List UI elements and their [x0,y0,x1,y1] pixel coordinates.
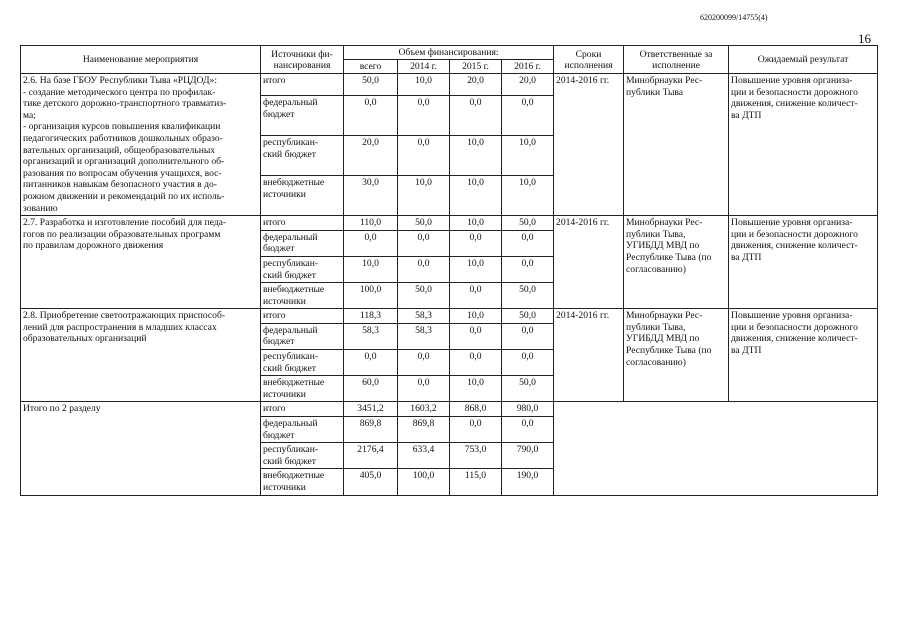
amount-2014: 58,3 [398,323,450,349]
amount-2015: 10,0 [450,309,502,324]
amount-2014: 0,0 [398,350,450,376]
header-2015: 2015 г. [450,60,502,74]
amount-total: 2176,4 [344,443,398,469]
execution-terms: 2014-2016 гг. [554,216,624,309]
expected-result: Повышение уровня организа- ции и безопасности дорожного движения, снижение количест- ва ДТП [729,74,878,216]
amount-2015: 10,0 [450,216,502,231]
header-total: всего [344,60,398,74]
funding-source: республикан- ский бюджет [261,443,344,469]
funding-source: федеральный бюджет [261,96,344,136]
amount-total: 0,0 [344,230,398,256]
funding-source: внебюджетные источники [261,176,344,216]
activity-name: 2.6. На базе ГБОУ Республики Тыва «РЦДОД»: - создание методического центра по профилак- тике детского дорожно-транспортного травматиз- ма; - организация курсов повышения квалификации педагогических работников дошкольных образо- вательных организаций, общеобразовательных организаций и организаций дополнительного об- разования по вопросам обучения учащихся, вос- питанников навыкам безопасного участия в до- рожном движении и рекомендаций по их исполь- зованию [21,74,261,216]
funding-source: внебюджетные источники [261,469,344,495]
funding-source: федеральный бюджет [261,323,344,349]
table-row [21,74,878,96]
amount-2014: 0,0 [398,96,450,136]
activity-name: Итого по 2 разделу [21,402,261,495]
responsible-party: Минобрнауки Рес- публики Тыва, УГИБДД МВД по Республике Тыва (по согласованию) [624,216,729,309]
amount-2016: 50,0 [502,216,554,231]
amount-total: 869,8 [344,417,398,443]
funding-source: республикан- ский бюджет [261,256,344,282]
amount-2015: 10,0 [450,136,502,176]
execution-terms: 2014-2016 гг. [554,309,624,402]
amount-2016: 190,0 [502,469,554,495]
amount-2016: 50,0 [502,376,554,402]
funding-source: итого [261,402,344,417]
amount-2014: 1603,2 [398,402,450,417]
table-body [21,74,878,496]
amount-2014: 50,0 [398,216,450,231]
header-name: Наименование мероприятия [21,46,261,74]
amount-2016: 980,0 [502,402,554,417]
amount-total: 405,0 [344,469,398,495]
amount-total: 100,0 [344,283,398,309]
funding-source: федеральный бюджет [261,230,344,256]
amount-2015: 10,0 [450,176,502,216]
document-code: 620200099/14755(4) [700,13,768,22]
amount-2015: 868,0 [450,402,502,417]
amount-total: 60,0 [344,376,398,402]
funding-source: итого [261,309,344,324]
amount-2015: 0,0 [450,230,502,256]
expected-result: Повышение уровня организа- ции и безопасности дорожного движения, снижение количест- ва ДТП [729,309,878,402]
amount-2016: 20,0 [502,74,554,96]
header-responsible: Ответственные за исполнение [624,46,729,74]
amount-total: 118,3 [344,309,398,324]
amount-2014: 633,4 [398,443,450,469]
amount-2015: 0,0 [450,283,502,309]
amount-2015: 753,0 [450,443,502,469]
amount-2016: 0,0 [502,323,554,349]
amount-total: 110,0 [344,216,398,231]
funding-source: республикан- ский бюджет [261,350,344,376]
funding-source: республикан- ский бюджет [261,136,344,176]
amount-2015: 20,0 [450,74,502,96]
amount-2016: 0,0 [502,230,554,256]
page-number: 16 [858,31,871,46]
amount-total: 0,0 [344,350,398,376]
amount-2014: 0,0 [398,376,450,402]
header-terms: Сроки исполнения [554,46,624,74]
funding-source: внебюджетные источники [261,376,344,402]
execution-terms: 2014-2016 гг. [554,74,624,216]
amount-total: 30,0 [344,176,398,216]
amount-2016: 0,0 [502,96,554,136]
amount-2014: 50,0 [398,283,450,309]
activity-name: 2.7. Разработка и изготовление пособий для педа- гогов по реализации образовательных программ по правилам дорожного движения [21,216,261,309]
amount-2014: 58,3 [398,309,450,324]
amount-2015: 10,0 [450,376,502,402]
header-volume: Объем финансирования: [344,46,554,60]
amount-2015: 115,0 [450,469,502,495]
blank-cell [554,402,878,495]
funding-source: итого [261,74,344,96]
expected-result: Повышение уровня организа- ции и безопасности дорожного движения, снижение количест- ва ДТП [729,216,878,309]
amount-total: 3451,2 [344,402,398,417]
header-2016: 2016 г. [502,60,554,74]
amount-total: 0,0 [344,96,398,136]
amount-2016: 790,0 [502,443,554,469]
amount-2016: 50,0 [502,309,554,324]
amount-2015: 0,0 [450,350,502,376]
amount-2016: 0,0 [502,350,554,376]
amount-total: 10,0 [344,256,398,282]
amount-2014: 100,0 [398,469,450,495]
table-row [21,309,878,324]
amount-2014: 0,0 [398,136,450,176]
amount-2014: 0,0 [398,256,450,282]
financing-table [20,45,878,496]
amount-2015: 0,0 [450,96,502,136]
funding-source: внебюджетные источники [261,283,344,309]
responsible-party: Минобрнауки Рес- публики Тыва [624,74,729,216]
amount-2014: 10,0 [398,74,450,96]
funding-source: итого [261,216,344,231]
activity-name: 2.8. Приобретение светоотражающих приспособ- лений для распространения в младших классах образовательных организаций [21,309,261,402]
responsible-party: Минобрнауки Рес- публики Тыва, УГИБДД МВД по Республике Тыва (по согласованию) [624,309,729,402]
amount-2016: 50,0 [502,283,554,309]
amount-total: 50,0 [344,74,398,96]
header-result: Ожидаемый результат [729,46,878,74]
amount-2014: 0,0 [398,230,450,256]
table-row [21,402,878,417]
amount-total: 58,3 [344,323,398,349]
header-sources: Источники фи- нансирования [261,46,344,74]
amount-2015: 0,0 [450,323,502,349]
header-2014: 2014 г. [398,60,450,74]
table-row [21,216,878,231]
amount-2016: 0,0 [502,256,554,282]
funding-source: федеральный бюджет [261,417,344,443]
header-row-top [21,46,878,60]
amount-total: 20,0 [344,136,398,176]
amount-2016: 0,0 [502,417,554,443]
amount-2016: 10,0 [502,176,554,216]
amount-2015: 0,0 [450,417,502,443]
amount-2015: 10,0 [450,256,502,282]
amount-2014: 869,8 [398,417,450,443]
amount-2016: 10,0 [502,136,554,176]
amount-2014: 10,0 [398,176,450,216]
